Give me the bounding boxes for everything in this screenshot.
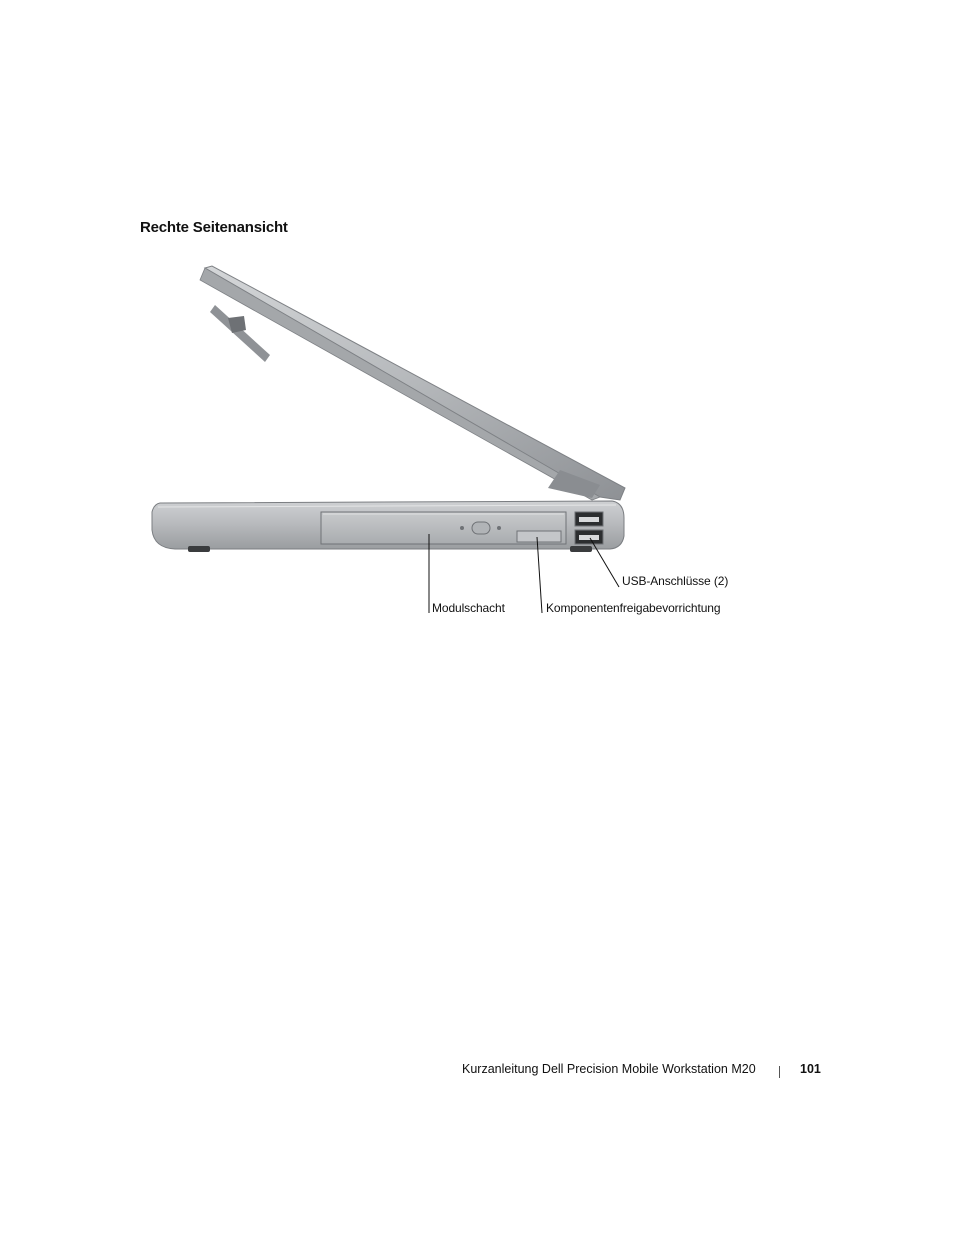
foot [188,546,210,552]
footer-document-title: Kurzanleitung Dell Precision Mobile Workstation M20 [462,1062,756,1076]
section-heading: Rechte Seitenansicht [140,219,288,236]
page-number: 101 [800,1062,821,1076]
foot [570,546,592,552]
footer-separator [779,1066,780,1078]
usb-ports-callout: USB-Anschlüsse (2) [622,574,729,588]
release-device-callout: Komponentenfreigabevorrichtung [546,601,721,615]
eject-button-icon [472,522,490,534]
display-lid [200,266,625,500]
module-bay-callout: Modulschacht [432,601,505,615]
release-latch-icon [517,531,561,542]
module-bay [321,512,566,544]
